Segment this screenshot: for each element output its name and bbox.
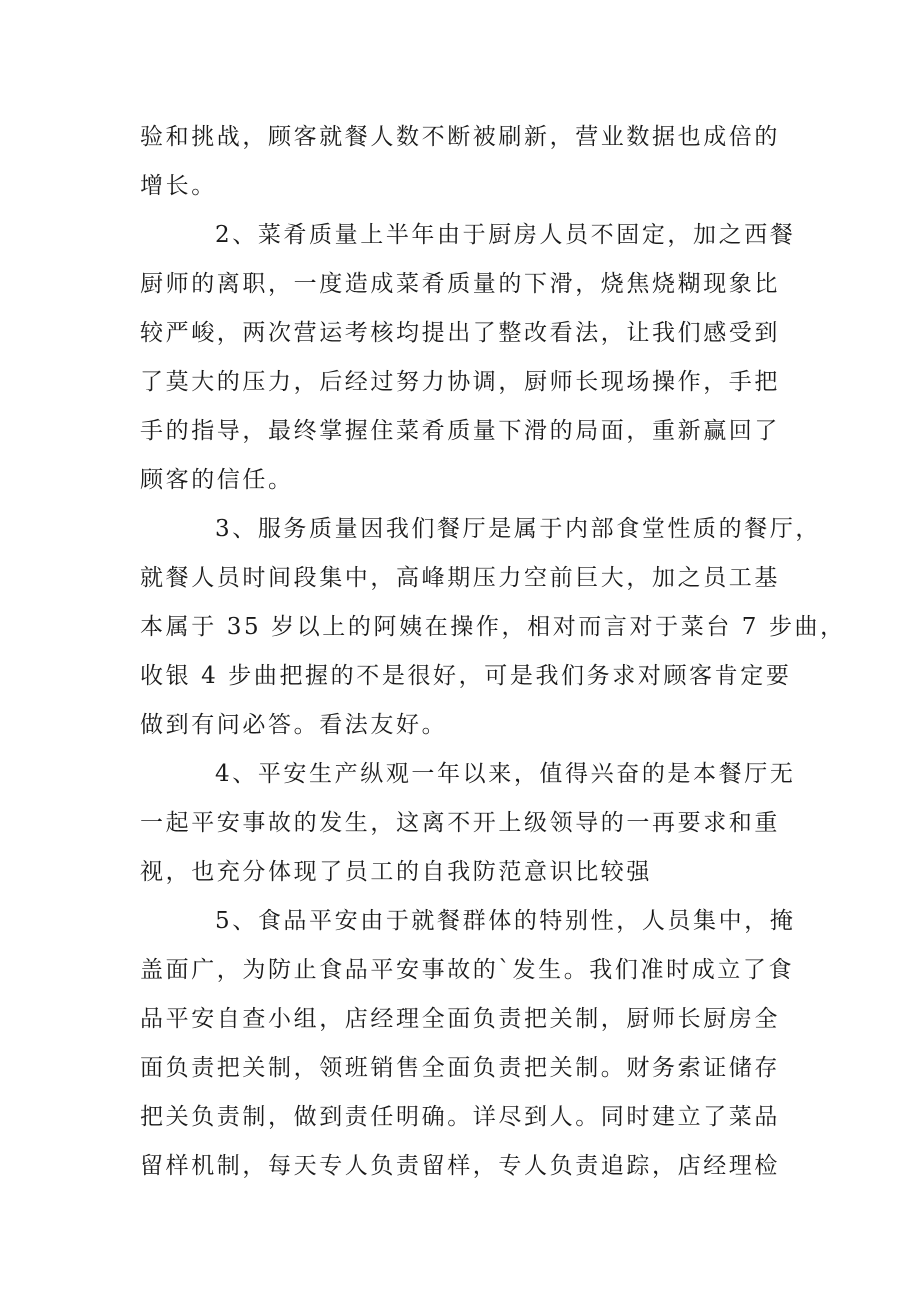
text-line: 把关负责制，做到责任明确。详尽到人。同时建立了菜品 <box>140 1104 780 1130</box>
paragraph-5-first-line: 5、食品平安由于就餐群体的特别性，人员集中，掩 <box>215 908 796 934</box>
text-line: 了莫大的压力，后经过努力协调，厨师长现场操作，手把 <box>140 369 780 395</box>
text-line: 品平安自查小组，店经理全面负责把关制，厨师长厨房全 <box>140 1006 780 1032</box>
text-line: 增长。 <box>140 173 217 199</box>
text-line: 视，也充分体现了员工的自我防范意识比较强 <box>140 859 652 885</box>
text-line: 收银 4 步曲把握的不是很好，可是我们务求对顾客肯定要 <box>140 663 792 689</box>
text-line: 厨师的离职，一度造成菜肴质量的下滑，烧焦烧糊现象比 <box>140 271 780 297</box>
paragraph-2-first-line: 2、菜肴质量上半年由于厨房人员不固定，加之西餐 <box>215 222 796 248</box>
text-line: 做到有问必答。看法友好。 <box>140 712 448 738</box>
text-line: 验和挑战，顾客就餐人数不断被刷新，营业数据也成倍的 <box>140 124 780 150</box>
text-line: 顾客的信任。 <box>140 467 294 493</box>
text-line: 留样机制，每天专人负责留样，专人负责追踪，店经理检 <box>140 1153 780 1179</box>
text-line: 盖面广，为防止食品平安事故的`发生。我们准时成立了食 <box>140 957 795 983</box>
text-line: 就餐人员时间段集中，高峰期压力空前巨大，加之员工基 <box>140 565 780 591</box>
text-line: 手的指导，最终掌握住菜肴质量下滑的局面，重新赢回了 <box>140 418 780 444</box>
text-line: 面负责把关制，领班销售全面负责把关制。财务索证储存 <box>140 1055 780 1081</box>
paragraph-3-first-line: 3、服务质量因我们餐厅是属于内部食堂性质的餐厅， <box>215 516 822 542</box>
paragraph-4-first-line: 4、平安生产纵观一年以来，值得兴奋的是本餐厅无 <box>215 761 796 787</box>
text-line: 一起平安事故的发生，这离不开上级领导的一再要求和重 <box>140 810 780 836</box>
text-line: 本属于 35 岁以上的阿姨在操作，相对而言对于菜台 7 步曲， <box>140 614 846 640</box>
text-line: 较严峻，两次营运考核均提出了整改看法，让我们感受到 <box>140 320 780 346</box>
